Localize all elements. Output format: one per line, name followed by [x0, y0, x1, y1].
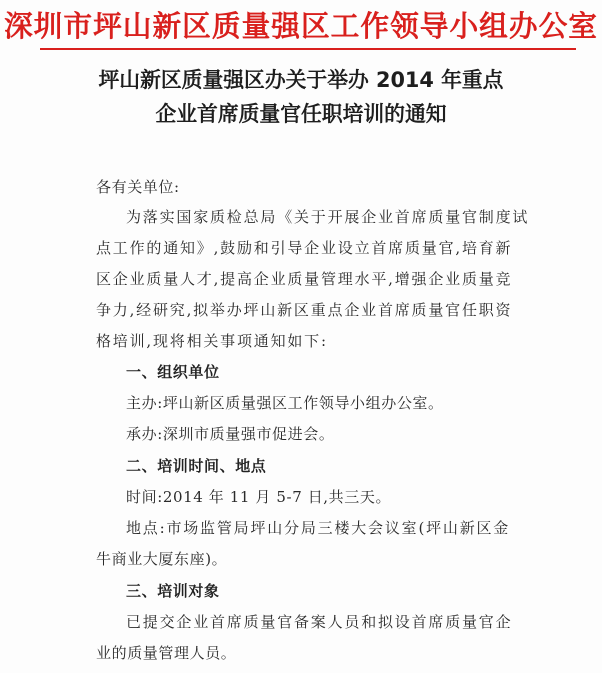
- organizer-unit: 承办:深圳市质量强市促进会。: [126, 425, 335, 443]
- training-place-continued: 牛商业大厦东座)。: [96, 550, 228, 568]
- salutation: 各有关单位:: [96, 178, 180, 196]
- audience-line: 业的质量管理人员。: [96, 644, 237, 662]
- section-heading-organizers: 一、组织单位: [126, 363, 220, 381]
- training-place: 地点:市场监管局坪山分局三楼大会议室(坪山新区金: [126, 519, 511, 537]
- host-unit: 主办:坪山新区质量强区工作领导小组办公室。: [126, 394, 444, 412]
- training-time: 时间:2014 年 11 月 5-7 日,共三天。: [126, 488, 392, 506]
- section-heading-audience: 三、培训对象: [126, 582, 220, 600]
- notice-title-line-2: 企业首席质量官任职培训的通知: [155, 102, 447, 126]
- section-heading-time-place: 二、培训时间、地点: [126, 457, 267, 475]
- intro-line: 区企业质量人才,提高企业质量管理水平,增强企业质量竞: [96, 270, 513, 288]
- letterhead-red-rule: [40, 48, 576, 50]
- intro-line: 格培训,现将相关事项通知如下:: [96, 332, 328, 350]
- audience-line: 已提交企业首席质量官备案人员和拟设首席质量官企: [126, 613, 513, 631]
- notice-title-line-1: 坪山新区质量强区办关于举办 2014 年重点: [98, 68, 504, 92]
- intro-line: 为落实国家质检总局《关于开展企业首席质量官制度试: [126, 208, 530, 226]
- intro-line: 点工作的通知》,鼓励和引导企业设立首席质量官,培育新: [96, 239, 513, 257]
- letterhead-title: 深圳市坪山新区质量强区工作领导小组办公室: [3, 9, 598, 43]
- intro-line: 争力,经研究,拟举办坪山新区重点企业首席质量官任职资: [96, 301, 513, 319]
